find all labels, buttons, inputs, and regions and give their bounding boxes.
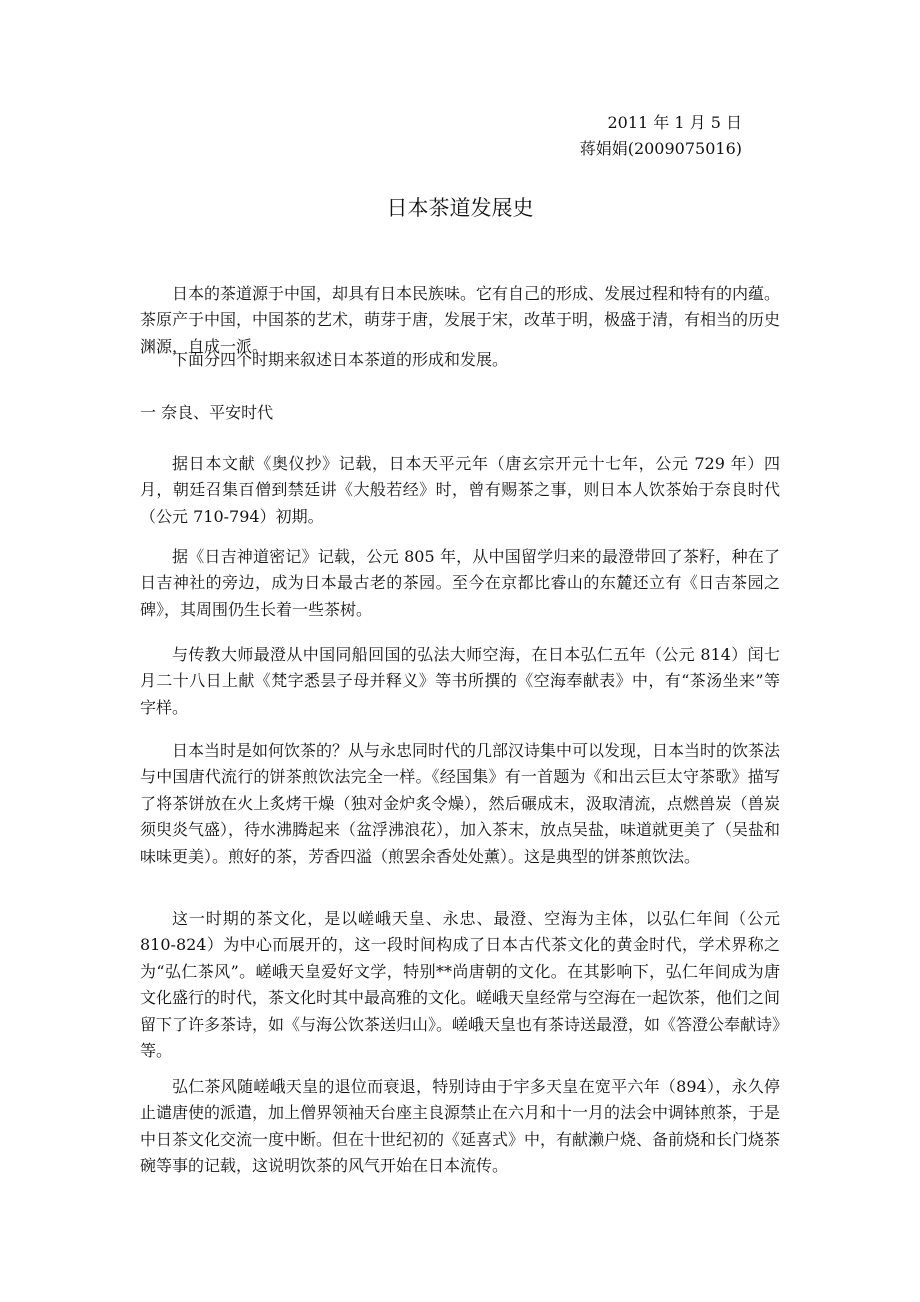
body-paragraph: 与传教大师最澄从中国同船回国的弘法大师空海，在日本弘仁五年（公元 814）闰七月二十八日上献《梵字悉昙子母并释义》等书所撰的《空海奉献表》中，有“茶汤坐来”等字样。 bbox=[140, 645, 780, 717]
document-meta bbox=[580, 110, 742, 162]
body-paragraph: 日本当时是如何饮茶的？从与永忠同时代的几部汉诗集中可以发现，日本当时的饮茶法与中国唐代流行的饼茶煎饮法完全一样。《经国集》有一首题为《和出云巨太守茶歌》描写了将茶饼放在火上炙烤干燥（独对金炉炙令燥），然后碾成末，汲取清流，点燃兽炭（兽炭须臾炎气盛），待水沸腾起来（盆浮沸浪花），加入茶末，放点吴盐，味道就更美了（吴盐和味味更美）。煎好的茶，芳香四溢（煎罢余香处处薰）。这是典型的饼茶煎饮法。 bbox=[140, 741, 781, 866]
section-heading: 一 奈良、平安时代 bbox=[140, 403, 274, 422]
body-paragraph: 这一时期的茶文化，是以嵯峨天皇、永忠、最澄、空海为主体，以弘仁年间（公元 810-824）为中心而展开的，这一段时间构成了日本古代茶文化的黄金时代，学术界称之为“弘仁茶风”。嵯峨天皇爱好文学，特别**尚唐朝的文化。在其影响下，弘仁年间成为唐文化盛行的时代，茶文化时其中最高雅的文化。嵯峨天皇经常与空海在一起饮茶，他们之间留下了许多茶诗，如《与海公饮茶送归山》。嵯峨天皇也有茶诗送最澄，如《答澄公奉献诗》等。 bbox=[140, 909, 781, 1061]
body-paragraph: 弘仁茶风随嵯峨天皇的退位而衰退，特别诗由于宇多天皇在宽平六年（894），永久停止谴唐使的派遣，加上僧界领袖天台座主良源禁止在六月和十一月的法会中调钵煎茶，于是中日茶文化交流一度中断。但在十世纪初的《延喜式》中，有献濑户烧、备前烧和长门烧茶碗等事的记载，这说明饮茶的风气开始在日本流传。 bbox=[140, 1077, 781, 1176]
document-date: 2011 年 1 月 5 日 bbox=[607, 113, 742, 132]
intro-paragraph: 日本的茶道源于中国，却具有日本民族味。它有自己的形成、发展过程和特有的内蕴。茶原产于中国，中国茶的艺术，萌芽于唐，发展于宋，改革于明，极盛于清，有相当的历史渊源，自成一派。 bbox=[140, 284, 781, 356]
document-author: 蒋娟娟(2009075016) bbox=[579, 139, 742, 158]
document-title: 日本茶道发展史 bbox=[386, 196, 534, 220]
body-paragraph: 据《日吉神道密记》记载，公元 805 年，从中国留学归来的最澄带回了茶籽，种在了日吉神社的旁边，成为日本最古老的茶园。至今在京都比睿山的东麓还立有《日吉茶园之碑》，其周围仍生长着一些茶树。 bbox=[140, 547, 780, 619]
intro-paragraph-outline: 下面分四个时期来叙述日本茶道的形成和发展。 bbox=[172, 350, 509, 369]
body-paragraph: 据日本文献《奥仪抄》记载，日本天平元年（唐玄宗开元十七年，公元 729 年）四月，朝廷召集百僧到禁廷讲《大般若经》时，曾有赐茶之事，则日本人饮茶始于奈良时代（公元 710-794）初期。 bbox=[140, 454, 780, 526]
